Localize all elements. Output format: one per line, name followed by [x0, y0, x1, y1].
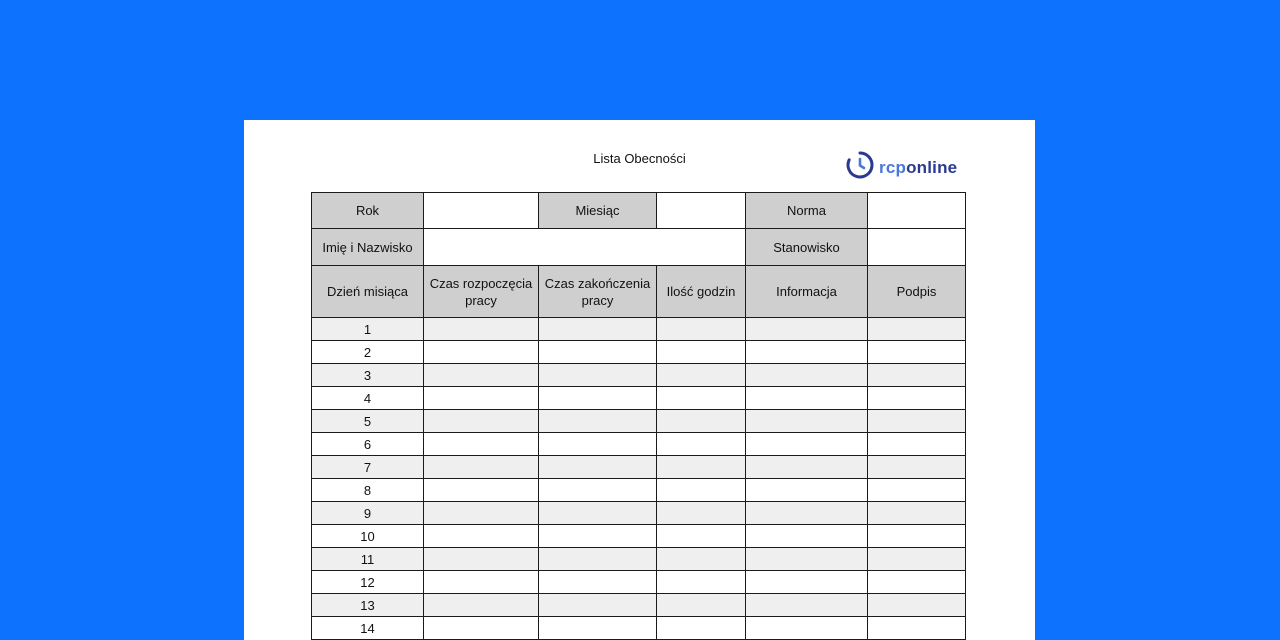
- label-rok: Rok: [312, 193, 424, 229]
- day-number: 6: [312, 433, 424, 456]
- day-number: 10: [312, 525, 424, 548]
- label-norma: Norma: [746, 193, 868, 229]
- hours-cell[interactable]: [657, 433, 746, 456]
- label-imie-nazwisko: Imię i Nazwisko: [312, 229, 424, 266]
- table-row: [312, 433, 966, 456]
- start-time-cell[interactable]: [424, 364, 539, 387]
- hours-cell[interactable]: [657, 341, 746, 364]
- day-number: 2: [312, 341, 424, 364]
- hours-cell[interactable]: [657, 502, 746, 525]
- hours-cell[interactable]: [657, 364, 746, 387]
- hours-cell[interactable]: [657, 548, 746, 571]
- col-header-signature: Podpis: [868, 266, 966, 318]
- clock-icon: [845, 150, 875, 185]
- info-cell[interactable]: [746, 594, 868, 617]
- end-time-cell[interactable]: [539, 410, 657, 433]
- signature-cell[interactable]: [868, 456, 966, 479]
- logo-wordmark: rcponline: [879, 157, 958, 177]
- field-miesiac[interactable]: [657, 193, 746, 229]
- table-row: [312, 456, 966, 479]
- signature-cell[interactable]: [868, 433, 966, 456]
- end-time-cell[interactable]: [539, 318, 657, 341]
- col-header-dzien: Dzień misiąca: [312, 266, 424, 318]
- signature-cell[interactable]: [868, 617, 966, 640]
- signature-cell[interactable]: [868, 594, 966, 617]
- col-header-start: Czas rozpoczęcia pracy: [424, 266, 539, 318]
- attendance-sheet: [244, 120, 1035, 640]
- table-row: [312, 571, 966, 594]
- hours-cell[interactable]: [657, 617, 746, 640]
- table-row: [312, 525, 966, 548]
- signature-cell[interactable]: [868, 364, 966, 387]
- hours-cell[interactable]: [657, 594, 746, 617]
- end-time-cell[interactable]: [539, 433, 657, 456]
- table-row: [312, 502, 966, 525]
- table-row: [312, 387, 966, 410]
- end-time-cell[interactable]: [539, 387, 657, 410]
- hours-cell[interactable]: [657, 387, 746, 410]
- hours-cell[interactable]: [657, 525, 746, 548]
- end-time-cell[interactable]: [539, 525, 657, 548]
- info-cell[interactable]: [746, 364, 868, 387]
- start-time-cell[interactable]: [424, 594, 539, 617]
- hours-cell[interactable]: [657, 479, 746, 502]
- document-title: Lista Obecności: [593, 151, 686, 166]
- signature-cell[interactable]: [868, 387, 966, 410]
- hours-cell[interactable]: [657, 571, 746, 594]
- hours-cell[interactable]: [657, 318, 746, 341]
- day-number: 7: [312, 456, 424, 479]
- field-imie-nazwisko[interactable]: [424, 229, 746, 266]
- end-time-cell[interactable]: [539, 456, 657, 479]
- start-time-cell[interactable]: [424, 525, 539, 548]
- day-rows: [312, 318, 966, 640]
- end-time-cell[interactable]: [539, 502, 657, 525]
- start-time-cell[interactable]: [424, 341, 539, 364]
- signature-cell[interactable]: [868, 410, 966, 433]
- info-cell[interactable]: [746, 318, 868, 341]
- label-miesiac: Miesiąc: [539, 193, 657, 229]
- table-row: [312, 341, 966, 364]
- signature-cell[interactable]: [868, 571, 966, 594]
- start-time-cell[interactable]: [424, 456, 539, 479]
- field-norma[interactable]: [868, 193, 966, 229]
- table-row: [312, 594, 966, 617]
- col-header-end: Czas zakończenia pracy: [539, 266, 657, 318]
- end-time-cell[interactable]: [539, 479, 657, 502]
- day-number: 5: [312, 410, 424, 433]
- signature-cell[interactable]: [868, 341, 966, 364]
- label-stanowisko: Stanowisko: [746, 229, 868, 266]
- day-number: 11: [312, 548, 424, 571]
- end-time-cell[interactable]: [539, 548, 657, 571]
- start-time-cell[interactable]: [424, 571, 539, 594]
- end-time-cell[interactable]: [539, 341, 657, 364]
- start-time-cell[interactable]: [424, 433, 539, 456]
- header-row-period: [312, 193, 966, 229]
- info-cell[interactable]: [746, 410, 868, 433]
- day-number: 4: [312, 387, 424, 410]
- day-number: 13: [312, 594, 424, 617]
- day-number: 12: [312, 571, 424, 594]
- end-time-cell[interactable]: [539, 571, 657, 594]
- info-cell[interactable]: [746, 548, 868, 571]
- end-time-cell[interactable]: [539, 594, 657, 617]
- start-time-cell[interactable]: [424, 410, 539, 433]
- signature-cell[interactable]: [868, 525, 966, 548]
- day-number: 9: [312, 502, 424, 525]
- start-time-cell[interactable]: [424, 479, 539, 502]
- col-header-info: Informacja: [746, 266, 868, 318]
- info-cell[interactable]: [746, 502, 868, 525]
- info-cell[interactable]: [746, 456, 868, 479]
- rcponline-logo: [845, 150, 957, 185]
- table-row: [312, 364, 966, 387]
- column-header-row: [312, 266, 966, 318]
- signature-cell[interactable]: [868, 502, 966, 525]
- header-row-person: [312, 229, 966, 266]
- field-stanowisko[interactable]: [868, 229, 966, 266]
- end-time-cell[interactable]: [539, 364, 657, 387]
- signature-cell[interactable]: [868, 548, 966, 571]
- day-number: 3: [312, 364, 424, 387]
- signature-cell[interactable]: [868, 479, 966, 502]
- day-number: 8: [312, 479, 424, 502]
- table-row: [312, 617, 966, 640]
- signature-cell[interactable]: [868, 318, 966, 341]
- start-time-cell[interactable]: [424, 548, 539, 571]
- start-time-cell[interactable]: [424, 387, 539, 410]
- start-time-cell[interactable]: [424, 318, 539, 341]
- table-row: [312, 318, 966, 341]
- hours-cell[interactable]: [657, 456, 746, 479]
- attendance-table: [311, 192, 966, 640]
- end-time-cell[interactable]: [539, 617, 657, 640]
- info-cell[interactable]: [746, 479, 868, 502]
- start-time-cell[interactable]: [424, 617, 539, 640]
- day-number: 14: [312, 617, 424, 640]
- info-cell[interactable]: [746, 433, 868, 456]
- info-cell[interactable]: [746, 617, 868, 640]
- hours-cell[interactable]: [657, 410, 746, 433]
- day-number: 1: [312, 318, 424, 341]
- info-cell[interactable]: [746, 341, 868, 364]
- start-time-cell[interactable]: [424, 502, 539, 525]
- table-row: [312, 479, 966, 502]
- col-header-hours: Ilość godzin: [657, 266, 746, 318]
- table-row: [312, 410, 966, 433]
- table-row: [312, 548, 966, 571]
- info-cell[interactable]: [746, 525, 868, 548]
- field-rok[interactable]: [424, 193, 539, 229]
- info-cell[interactable]: [746, 387, 868, 410]
- info-cell[interactable]: [746, 571, 868, 594]
